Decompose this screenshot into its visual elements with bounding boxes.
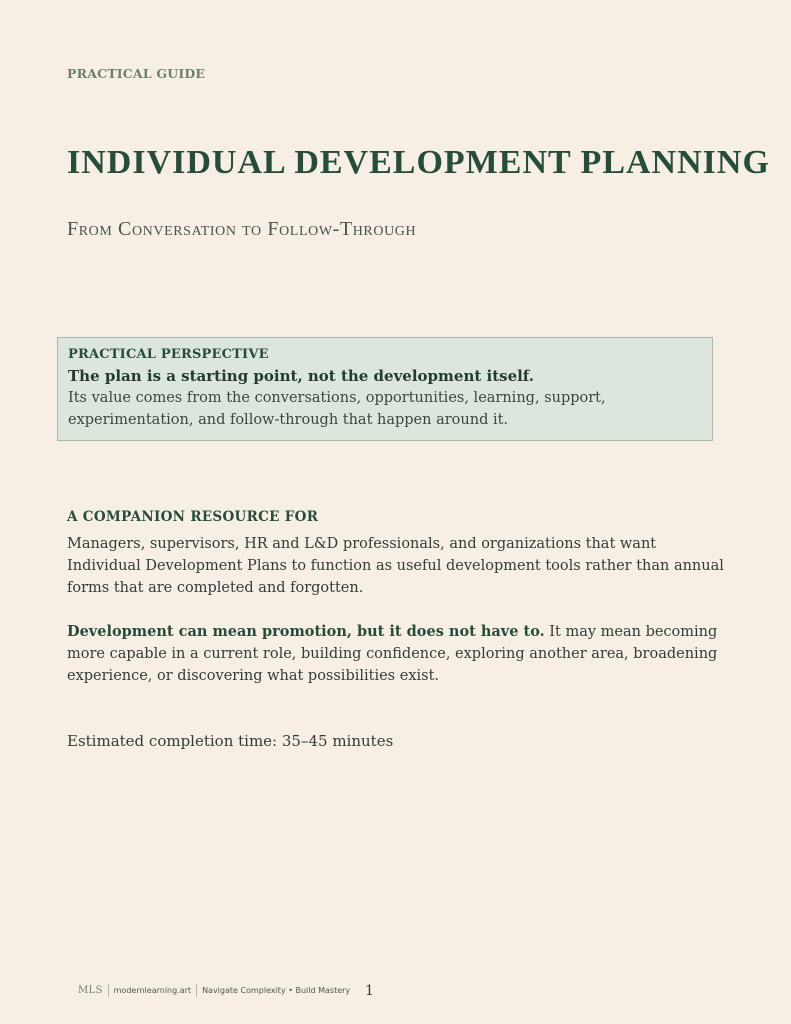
development-text: It may mean becoming more capable in a current role, building confidence, exploring another area, broadening experience, or discovering what possibilities exist. xyxy=(67,624,718,684)
brand-logo: MLS xyxy=(78,985,103,996)
development-paragraph xyxy=(67,621,727,687)
footer-divider xyxy=(108,984,109,997)
footer-divider xyxy=(196,984,197,997)
footer-brand xyxy=(78,984,350,997)
practical-perspective-callout xyxy=(57,337,713,441)
eyebrow-label: PRACTICAL GUIDE xyxy=(67,66,206,81)
page-number: 1 xyxy=(365,983,374,999)
audience-paragraph: Managers, supervisors, HR and L&D professionals, and organizations that want Individual Development Plans to function as useful development tools rather than annual forms that are completed and forgotten. xyxy=(67,536,724,596)
completion-time: Estimated completion time: 35–45 minutes xyxy=(67,732,394,750)
callout-headline: The plan is a starting point, not the development itself. xyxy=(68,367,534,385)
page-title: INDIVIDUAL DEVELOPMENT PLANNING xyxy=(67,144,770,181)
companion-resource-label: A COMPANION RESOURCE FOR xyxy=(67,509,319,525)
footer-tagline: Navigate Complexity • Build Mastery xyxy=(202,986,351,995)
footer-site: modernlearning.art xyxy=(113,986,192,995)
page-subtitle: From Conversation to Follow-Through xyxy=(67,218,417,240)
callout-body: Its value comes from the conversations, opportunities, learning, support, experimentation, and follow-through that happen around it. xyxy=(68,390,606,428)
development-lead: Development can mean promotion, but it does not have to. xyxy=(67,623,545,640)
callout-label: PRACTICAL PERSPECTIVE xyxy=(68,347,269,362)
